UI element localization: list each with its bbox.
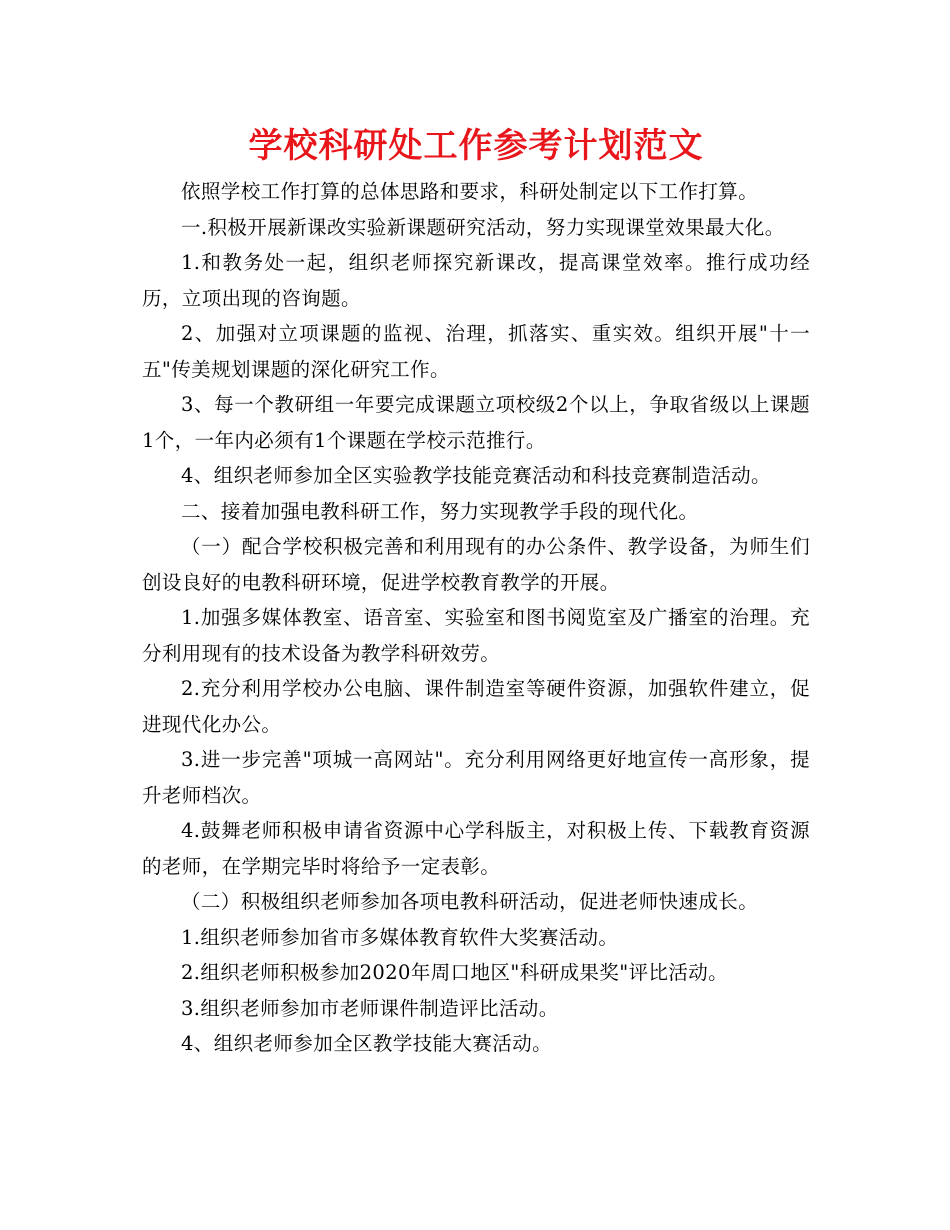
paragraph-item: 3、每一个教研组一年要完成课题立项校级2个以上，争取省级以上课题1个，一年内必须有1个课题在学校示范推行。 [142, 393, 810, 452]
paragraph-item: 2.组织老师积极参加2020年周口地区"科研成果奖"评比活动。 [181, 961, 729, 984]
paragraph-item: 4、组织老师参加全区教学技能大赛活动。 [181, 1032, 553, 1055]
paragraph-item: 4.鼓舞老师积极申请省资源中心学科版主，对积极上传、下载教育资源的老师，在学期完毕时将给予一定表彰。 [142, 819, 810, 878]
document-body [142, 174, 810, 1062]
paragraph-item: 2、加强对立项课题的监视、治理，抓落实、重实效。组织开展"十一五"传美规划课题的深化研究工作。 [142, 322, 810, 381]
paragraph-section-2-heading: 二、接着加强电教科研工作，努力实现教学手段的现代化。 [181, 499, 699, 523]
paragraph-item: 2.充分利用学校办公电脑、课件制造室等硬件资源，加强软件建立，促进现代化办公。 [142, 677, 810, 736]
paragraph-item: 1.加强多媒体教室、语音室、实验室和图书阅览室及广播室的治理。充分利用现有的技术设备为教学科研效劳。 [142, 606, 810, 665]
document-title: 学校科研处工作参考计划范文 [248, 126, 704, 166]
paragraph-item: 4、组织老师参加全区实验教学技能竞赛活动和科技竞赛制造活动。 [181, 464, 771, 487]
paragraph-item: 3.组织老师参加市老师课件制造评比活动。 [181, 996, 559, 1020]
document-page [142, 118, 810, 1062]
paragraph-section-1-heading: 一.积极开展新课改实验新课题研究活动，努力实现课堂效果最大化。 [181, 215, 785, 239]
paragraph-subsection-2-heading: （二）积极组织老师参加各项电教科研活动，促进老师快速成长。 [181, 890, 759, 913]
paragraph-item: 3.进一步完善"项城一高网站"。充分利用网络更好地宣传一高形象，提升老师档次。 [142, 748, 810, 807]
paragraph-subsection-1-heading: （一）配合学校积极完善和利用现有的办公条件、教学设备，为师生们创设良好的电教科研环境，促进学校教育教学的开展。 [142, 535, 810, 594]
paragraph-item: 1.组织老师参加省市多媒体教育软件大奖赛活动。 [181, 925, 619, 949]
paragraph-intro: 依照学校工作打算的总体思路和要求，科研处制定以下工作打算。 [181, 180, 759, 203]
paragraph-item: 1.和教务处一起，组织老师探究新课改，提高课堂效率。推行成功经历，立项出现的咨询题。 [142, 251, 810, 310]
